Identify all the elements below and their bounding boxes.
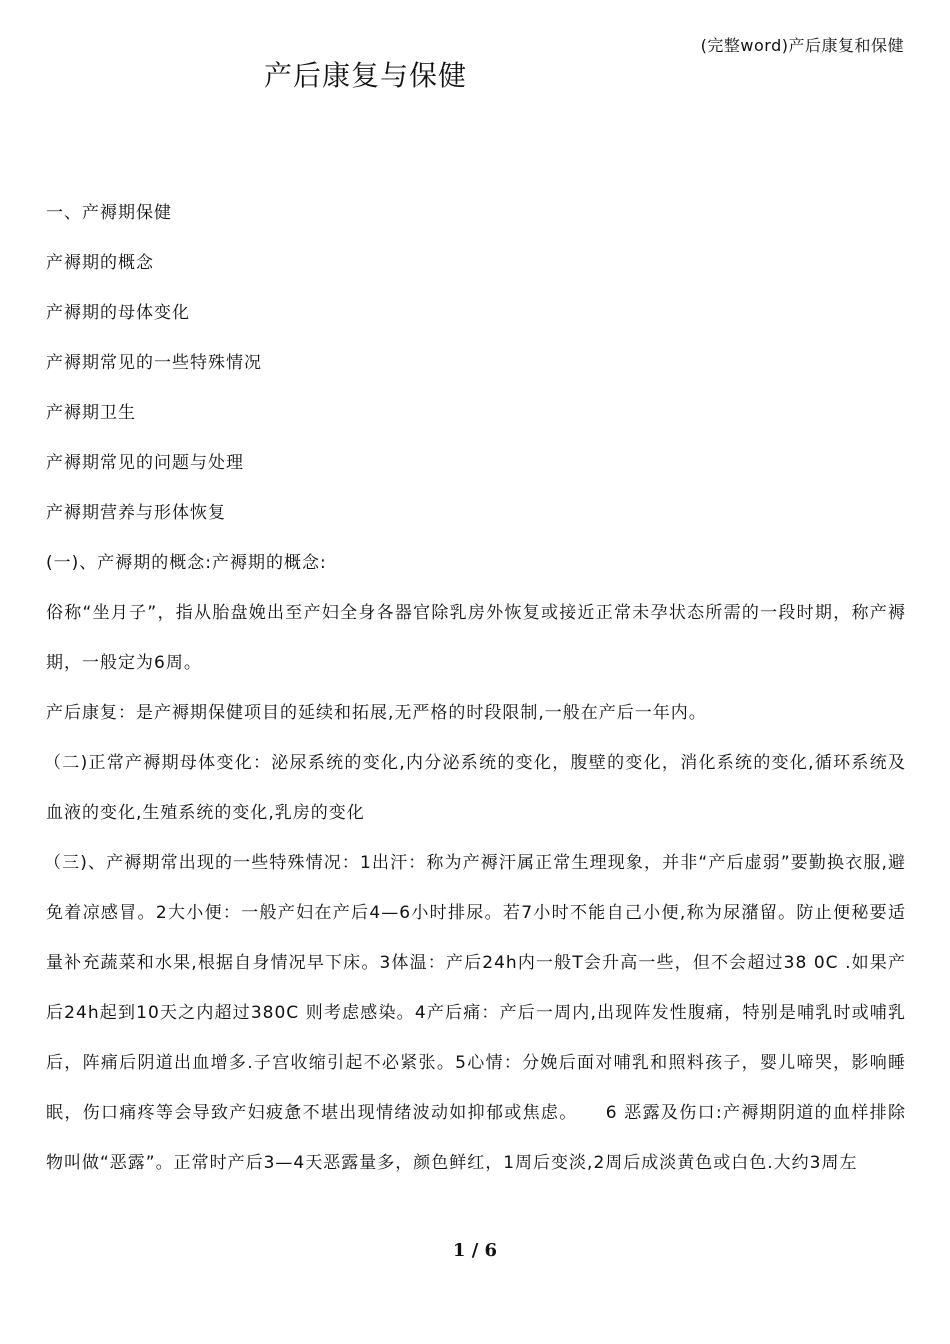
document-body <box>46 188 906 1188</box>
outline-item-concept: 产褥期的概念 <box>46 253 154 273</box>
paragraph-postpartum-recovery: 产后康复：是产褥期保健项目的延续和拓展,无严格的时段限制,一般在产后一年内。 <box>46 703 707 723</box>
outline-item-section-one: 一、产褥期保健 <box>46 203 172 223</box>
outline-item-common-problems: 产褥期常见的问题与处理 <box>46 453 244 473</box>
page-number: 1 / 6 <box>452 1240 498 1261</box>
paragraph-definition: 俗称“坐月子”，指从胎盘娩出至产妇全身各器官除乳房外恢复或接近正常未孕状态所需的一段时期，称产褥期，一般定为6周。 <box>46 603 906 673</box>
document-header-label: (完整word)产后康复和保健 <box>700 36 904 55</box>
outline-item-nutrition: 产褥期营养与形体恢复 <box>46 503 226 523</box>
paragraph-special-situations: （三)、产褥期常出现的一些特殊情况：1出汗：称为产褥汗属正常生理现象，并非“产后虚弱”要勤换衣服,避免着凉感冒。2大小便：一般产妇在产后4—6小时排尿。若7小时不能自己小便,称为尿潴留。防止便秘要适量补充蔬菜和水果,根据自身情况早下床。3体温：产后24h内一般T会升高一些，但不会超过38 0C .如果产后24h起到10天之内超过380C 则考虑感染。4产后痛：产后一周内,出现阵发性腹痛，特别是哺乳时或哺乳后，阵痛后阴道出血增多.子宫收缩引起不必紧张。5心情：分娩后面对哺乳和照料孩子，婴儿啼哭，影响睡眠，伤口痛疼等会导致产妇疲惫不堪出现情绪波动如抑郁或焦虑。 6 恶露及伤口:产褥期阴道的血样排除物叫做“恶露”。正常时产后3—4天恶露量多，颜色鲜红，1周后变淡,2周后成淡黄色或白色.大约3周左 <box>44 853 906 1173</box>
page-title: 产后康复与保健 <box>264 59 468 92</box>
section-heading-concept: (一)、产褥期的概念:产褥期的概念: <box>46 553 327 573</box>
outline-item-maternal-changes: 产褥期的母体变化 <box>46 303 190 323</box>
outline-item-hygiene: 产褥期卫生 <box>46 403 136 423</box>
outline-item-special-situations: 产褥期常见的一些特殊情况 <box>46 353 262 373</box>
paragraph-maternal-changes: （二)正常产褥期母体变化：泌尿系统的变化,内分泌系统的变化，腹壁的变化，消化系统的变化,循环系统及血液的变化,生殖系统的变化,乳房的变化 <box>44 753 906 823</box>
